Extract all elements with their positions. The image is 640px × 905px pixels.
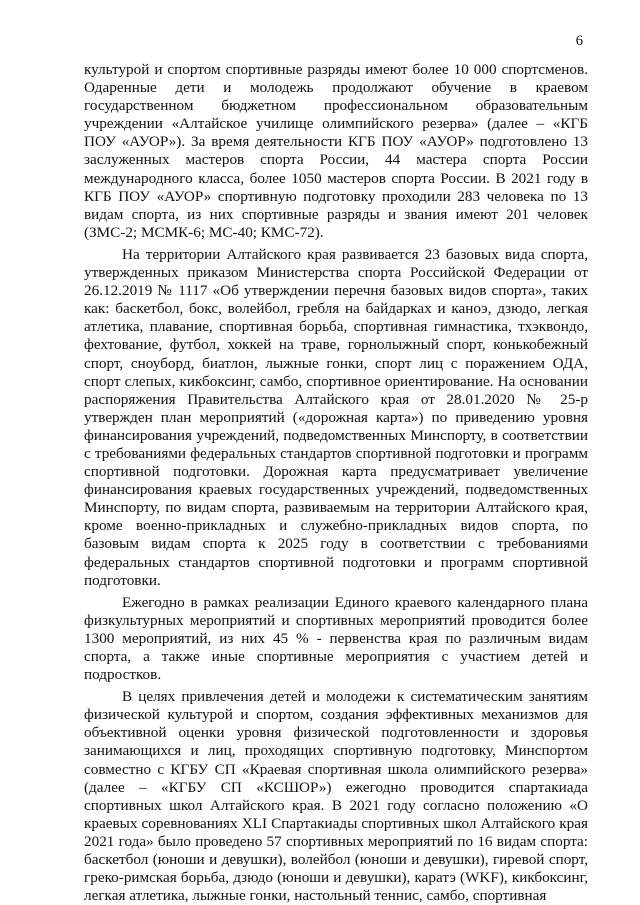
paragraph-3: Ежегодно в рамках реализации Единого краевого календарного плана физкультурных мероприятий и спортивных мероприятий проводится более 1300 мероприятий, из них 45 % - первенства края по различным видам спорта, а также иные спортивные мероприятия с участием детей и подростков. — [84, 593, 588, 684]
paragraph-2: На территории Алтайского края развивается 23 базовых вида спорта, утвержденных приказом Министерства спорта Российской Федерации от 26.12.2019 № 1117 «Об утверждении перечня базовых видов спорта», таких как: баскетбол, бокс, волейбол, гребля на байдарках и каноэ, дзюдо, легкая атлетика, плавание, спортивная борьба, спортивная гимнастика, тхэквондо, фехтование, футбол, хоккей на траве, горнолыжный спорт, конькобежный спорт, сноуборд, биатлон, лыжные гонки, спорт лиц с поражением ОДА, спорт слепых, кикбоксинг, самбо, спортивное ориентирование. На основании распоряжения Правительства Алтайского края от 28.01.2020 № 25-р утвержден план мероприятий («дорожная карта») по приведению уровня финансирования учреждений, подведомственных Минспорту, в соответствии с требованиями федеральных стандартов спортивной подготовки и программ спортивной подготовки. Дорожная карта предусматривает увеличение финансирования краевых государственных учреждений, подведомственных Минспорту, по видам спорта, развиваемым на территории Алтайского края, кроме военно-прикладных и служебно-прикладных видов спорта, по базовым видам спорта к 2025 году в соответствии с требованиями федеральных стандартов спортивной подготовки и программ спортивной подготовки. — [84, 245, 588, 589]
paragraph-4: В целях привлечения детей и молодежи к систематическим занятиям физической культурой и спортом, создания эффективных механизмов для объективной оценки уровня физической подготовленности и здоровья занимающихся и лиц, проходящих спортивную подготовку, Минспортом совместно с КГБУ СП «Краевая спортивная школа олимпийского резерва» (далее – «КГБУ СП «КСШОР») ежегодно проводится спартакиада спортивных школ Алтайского края. В 2021 году согласно положению «О краевых соревнованиях XLI Спартакиады спортивных школ Алтайского края 2021 года» было проведено 57 спортивных мероприятий по 16 видам спорта: баскетбол (юноши и девушки), волейбол (юноши и девушки), гиревой спорт, греко-римская борьба, дзюдо (юноши и девушки), каратэ (WKF), кикбоксинг, легкая атлетика, лыжные гонки, настольный теннис, самбо, спортивная — [84, 688, 588, 905]
page-number: 6 — [575, 33, 583, 49]
paragraph-1: культурой и спортом спортивные разряды имеют более 10 000 спортсменов. Одаренные дети и молодежь продолжают обучение в краевом государственном бюджетном профессиональном образовательным учреждении «Алтайское училище олимпийского резерва» (далее – «КГБ ПОУ «АУОР»). За время деятельности КГБ ПОУ «АУОР» подготовлено 13 заслуженных мастеров спорта России, 44 мастера спорта России международного класса, более 1050 мастеров спорта России. В 2021 году в КГБ ПОУ «АУОР» спортивную подготовку проходили 283 человека по 13 видам спорта, из них спортивные разряды и звания имеют 201 человек (ЗМС-2; МСМК-6; МС-40; КМС-72). — [84, 61, 588, 241]
document-body — [84, 61, 588, 905]
